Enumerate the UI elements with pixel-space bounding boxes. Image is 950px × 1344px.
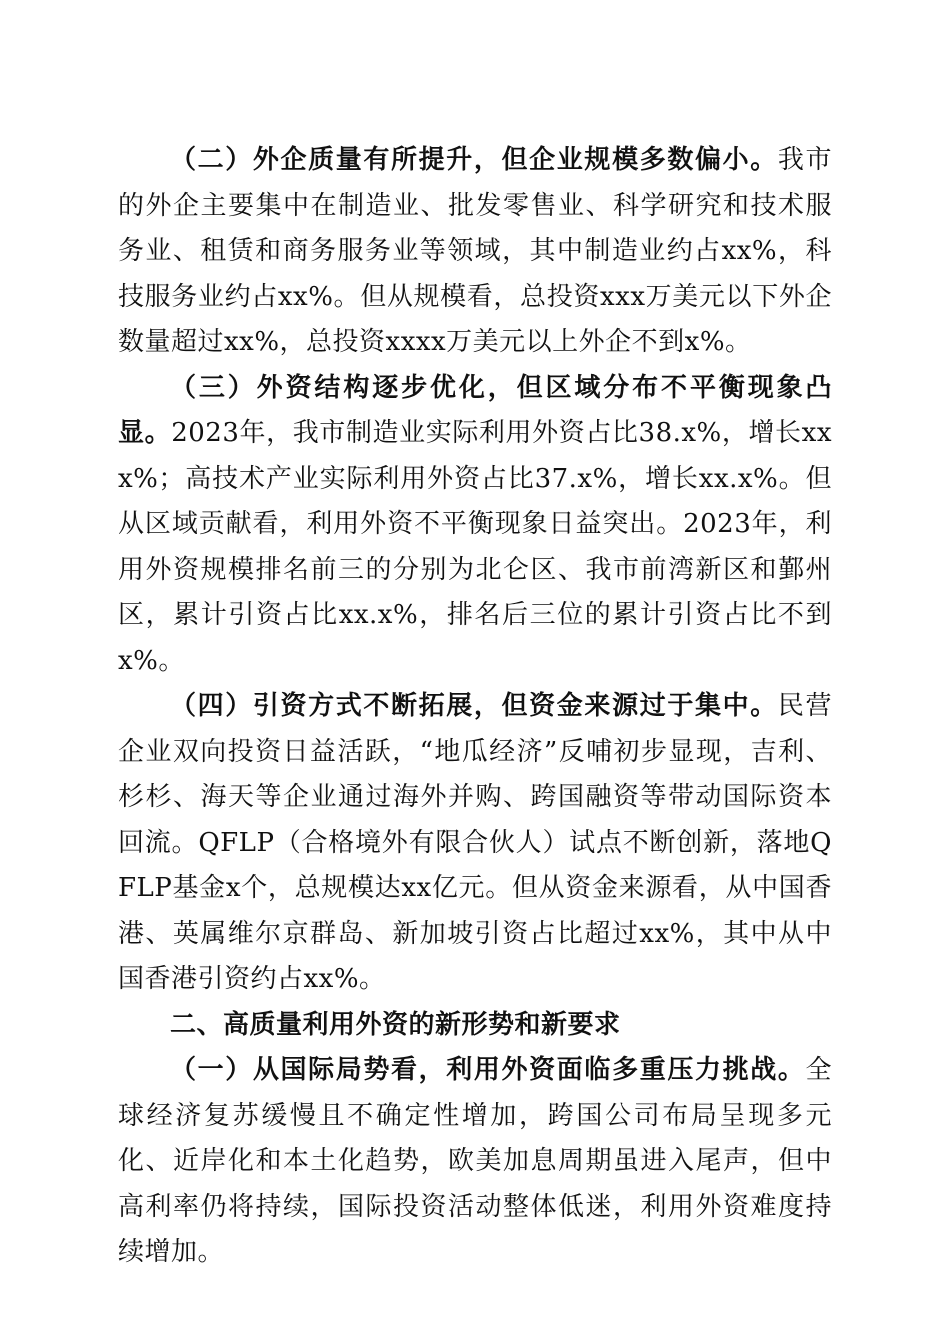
- paragraph-foreign-enterprise-quality: [118, 138, 832, 366]
- paragraph-text: 2023年，我市制造业实际利用外资占比38.x%，增长xxx%；高技术产业实际利用外资占比37.x%，增长xx.x%。但从区域贡献看，利用外资不平衡现象日益突出。2023年，利用外资规模排名前三的分别为北仑区、我市前湾新区和鄞州区，累计引资占比xx.x%，排名后三位的累计引资占比不到x%。: [118, 418, 832, 676]
- paragraph-text: 全球经济复苏缓慢且不确定性增加，跨国公司布局呈现多元化、近岸化和本土化趋势，欧美加息周期虽进入尾声，但中高利率仍将持续，国际投资活动整体低迷，利用外资难度持续增加。: [118, 1055, 832, 1267]
- paragraph-foreign-capital-structure: [118, 366, 832, 685]
- paragraph-investment-methods: [118, 684, 832, 1003]
- section-heading: 二、高质量利用外资的新形势和新要求: [170, 1009, 621, 1040]
- document-body: [118, 138, 832, 1276]
- paragraph-lead: （四）引资方式不断拓展，但资金来源过于集中。: [170, 691, 778, 721]
- paragraph-lead: （二）外企质量有所提升，但企业规模多数偏小。: [170, 145, 778, 175]
- paragraph-text: 民营企业双向投资日益活跃，“地瓜经济”反哺初步显现，吉利、杉杉、海天等企业通过海外并购、跨国融资等带动国际资本回流。QFLP（合格境外有限合伙人）试点不断创新，落地QFLP基金x个，总规模达xx亿元。但从资金来源看，从中国香港、英属维尔京群岛、新加坡引资占比超过xx%，其中从中国香港引资约占xx%。: [118, 691, 832, 994]
- paragraph-lead: （一）从国际局势看，利用外资面临多重压力挑战。: [170, 1055, 806, 1085]
- paragraph-international-situation: [118, 1048, 832, 1276]
- paragraph-text: 我市的外企主要集中在制造业、批发零售业、科学研究和技术服务业、租赁和商务服务业等领域，其中制造业约占xx%，科技服务业约占xx%。但从规模看，总投资xxx万美元以下外企数量超过xx%，总投资xxxx万美元以上外企不到x%。: [118, 145, 832, 357]
- paragraph-lead: （三）外资结构逐步优化，但区域分布不平衡现象凸显。: [118, 372, 832, 448]
